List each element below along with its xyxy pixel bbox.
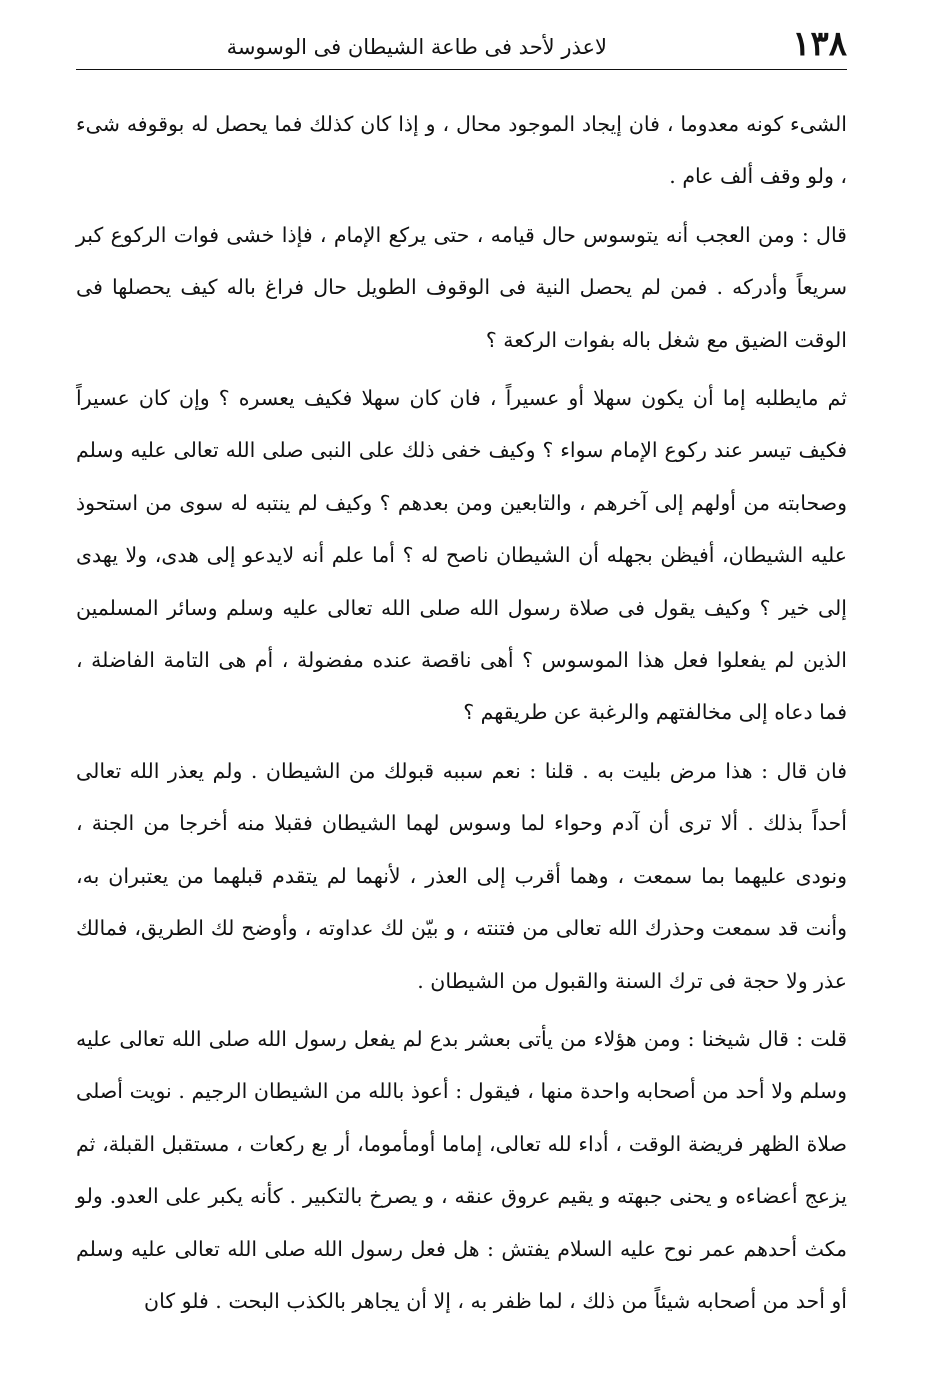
header-rule: [76, 69, 847, 70]
paragraph: قال : ومن العجب أنه يتوسوس حال قيامه ، حتى يركع الإمام ، فإذا خشى فوات الركوع كبر سريعاً وأدركه . فمن لم يحصل النية فى الوقوف الطويل حال فراغ باله كيف يحصلها فى الوقت الضيق مع شغل باله بفوات الركعة ؟: [76, 222, 847, 352]
paragraph: الشىء كونه معدوما ، فان إيجاد الموجود محال ، و إذا كان كذلك فما يحصل له بوقوفه شىء ، ولو وقف ألف عام .: [76, 112, 847, 189]
paragraph: فان قال : هذا مرض بليت به . قلنا : نعم سببه قبولك من الشيطان . ولم يعذر الله تعالى أحداً بذلك . ألا ترى أن آدم وحواء لما وسوس لهما الشيطان فقبلا منه أخرجا من الجنة ، ونودى عليهما بما سمعت ، وهما أقرب إلى العذر ، لأنهما لم يتقدم قبلهما من يعتبران به، وأنت قد سمعت وحذرك الله تعالى من فتنته ، و بيّن لك عداوته ، وأوضح لك الطريق، فمالك عذر ولا حجة فى ترك السنة والقبول من الشيطان .: [76, 758, 847, 993]
page-number: ١٣٨: [792, 24, 847, 64]
body-text: [76, 98, 847, 1327]
paragraph: ثم مايطلبه إما أن يكون سهلا أو عسيراً ، فان كان سهلا فكيف يعسره ؟ وإن كان عسيراً فكيف تيسر عند ركوع الإمام سواء ؟ وكيف خفى ذلك على النبى صلى الله تعالى عليه وسلم وصحابته من أولهم إلى آخرهم ، والتابعين ومن بعدهم ؟ وكيف لم ينتبه له سوى من استحوذ عليه الشيطان، أفيظن بجهله أن الشيطان ناصح له ؟ أما علم أنه لايدعو إلى هدى، ولا يهدى إلى خير ؟ وكيف يقول فى صلاة رسول الله صلى الله تعالى عليه وسلم وسائر المسلمين الذين لم يفعلوا فعل هذا الموسوس ؟ أهى ناقصة عنده مفضولة ، أم هى التامة الفاضلة ، فما دعاه إلى مخالفتهم والرغبة عن طريقهم ؟: [76, 386, 847, 725]
paragraph: قلت : قال شيخنا : ومن هؤلاء من يأتى بعشر بدع لم يفعل رسول الله صلى الله تعالى عليه وسلم ولا أحد من أصحابه واحدة منها ، فيقول : أعوذ بالله من الشيطان الرجيم . نويت أصلى صلاة الظهر فريضة الوقت ، أداء لله تعالى، إماما أومأموما، أر بع ركعات ، مستقبل القبلة، ثم يزعج أعضاءه و يحنى جبهته و يقيم عروق عنقه ، و يصرخ بالتكبير . كأنه يكبر على العدو. ولو مكث أحدهم عمر نوح عليه السلام يفتش : هل فعل رسول الله صلى الله تعالى عليه وسلم أو أحد من أصحابه شيئاً من ذلك ، لما ظفر به ، إلا أن يجاهر بالكذب البحت . فلو كان: [76, 1026, 847, 1313]
page-header: [76, 22, 847, 70]
running-title: لاعذر لأحد فى طاعة الشيطان فى الوسوسة: [226, 35, 607, 59]
